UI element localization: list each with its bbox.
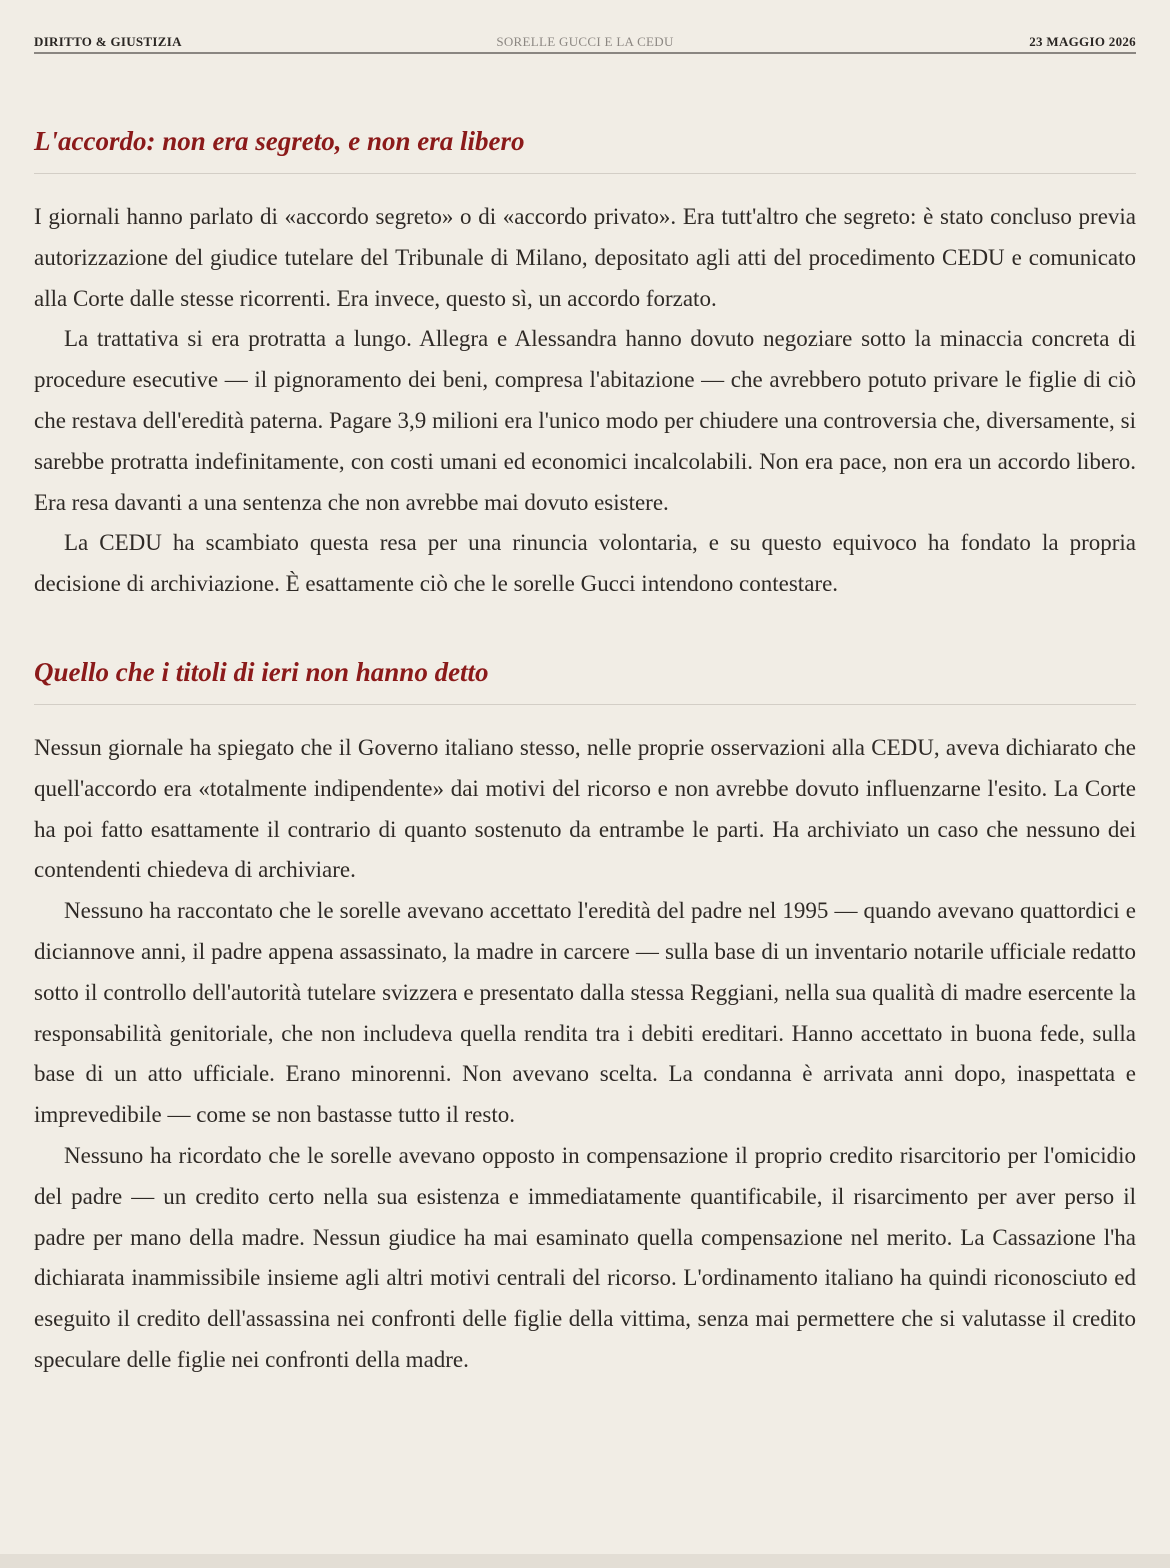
article-running-title: SORELLE GUCCI E LA CEDU: [496, 34, 674, 49]
section-titoli: [34, 649, 1136, 1381]
page-bottom-edge: [0, 1554, 1170, 1568]
article-body: [34, 118, 1136, 1381]
paragraph: Nessuno ha raccontato che le sorelle avevano accettato l'eredità del padre nel 1995 — quando avevano quattordici e diciannove anni, il padre appena assassinato, la madre in carcere — sulla base di un inventario notarile ufficiale redatto sotto il controllo dell'autorità tutelare svizzera e presentato dalla stessa Reggiani, nella sua qualità di madre esercente la responsabilità genitoriale, che non includeva quella rendita tra i debiti ereditari. Hanno accettato in buona fede, sulla base di un atto ufficiale. Erano minorenni. Non avevano scelta. La condanna è arrivata anni dopo, inaspettata e imprevedibile — come se non bastasse tutto il resto.: [34, 898, 1136, 1128]
paragraph: La trattativa si era protratta a lungo. Allegra e Alessandra hanno dovuto negoziare sotto la minaccia concreta di procedure esecutive — il pignoramento dei beni, compresa l'abitazione — che avrebbero potuto privare le figlie di ciò che restava dell'eredità paterna. Pagare 3,9 milioni era l'unico modo per chiudere una controversia che, diversamente, si sarebbe protratta indefinitamente, con costi umani ed economici incalcolabili. Non era pace, non era un accordo libero. Era resa davanti a una sentenza che non avrebbe mai dovuto esistere.: [34, 326, 1136, 515]
publication-name: DIRITTO & GIUSTIZIA: [34, 34, 182, 49]
publication-date: 23 MAGGIO 2026: [1029, 34, 1136, 49]
section-text: [34, 197, 1136, 605]
paragraph: Nessun giornale ha spiegato che il Governo italiano stesso, nelle proprie osservazioni alla CEDU, aveva dichiarato che quell'accordo era «totalmente indipendente» dai motivi del ricorso e non avrebbe dovuto influenzarne l'esito. La Corte ha poi fatto esattamente il contrario di quanto sostenuto da entrambe le parti. Ha archiviato un caso che nessuno dei contendenti chiedeva di archiviare.: [34, 734, 1136, 883]
running-header: [34, 26, 1136, 54]
section-text: [34, 728, 1136, 1381]
section-heading: L'accordo: non era segreto, e non era libero: [34, 118, 1136, 174]
section-accordo: [34, 118, 1136, 605]
paragraph: I giornali hanno parlato di «accordo segreto» o di «accordo privato». Era tutt'altro che segreto: è stato concluso previa autorizzazione del giudice tutelare del Tribunale di Milano, depositato agli atti del procedimento CEDU e comunicato alla Corte dalle stesse ricorrenti. Era invece, questo sì, un accordo forzato.: [34, 204, 1136, 311]
paragraph: La CEDU ha scambiato questa resa per una rinuncia volontaria, e su questo equivoco ha fondato la propria decisione di archiviazione. È esattamente ciò che le sorelle Gucci intendono contestare.: [34, 530, 1136, 597]
section-heading: Quello che i titoli di ieri non hanno detto: [34, 649, 1136, 705]
paragraph: Nessuno ha ricordato che le sorelle avevano opposto in compensazione il proprio credito risarcitorio per l'omicidio del padre — un credito certo nella sua esistenza e immediatamente quantificabile, il risarcimento per aver perso il padre per mano della madre. Nessun giudice ha mai esaminato quella compensazione nel merito. La Cassazione l'ha dichiarata inammissibile insieme agli altri motivi centrali del ricorso. L'ordinamento italiano ha quindi riconosciuto ed eseguito il credito dell'assassina nei confronti delle figlie della vittima, senza mai permettere che si valutasse il credito speculare delle figlie nei confronti della madre.: [34, 1142, 1136, 1372]
